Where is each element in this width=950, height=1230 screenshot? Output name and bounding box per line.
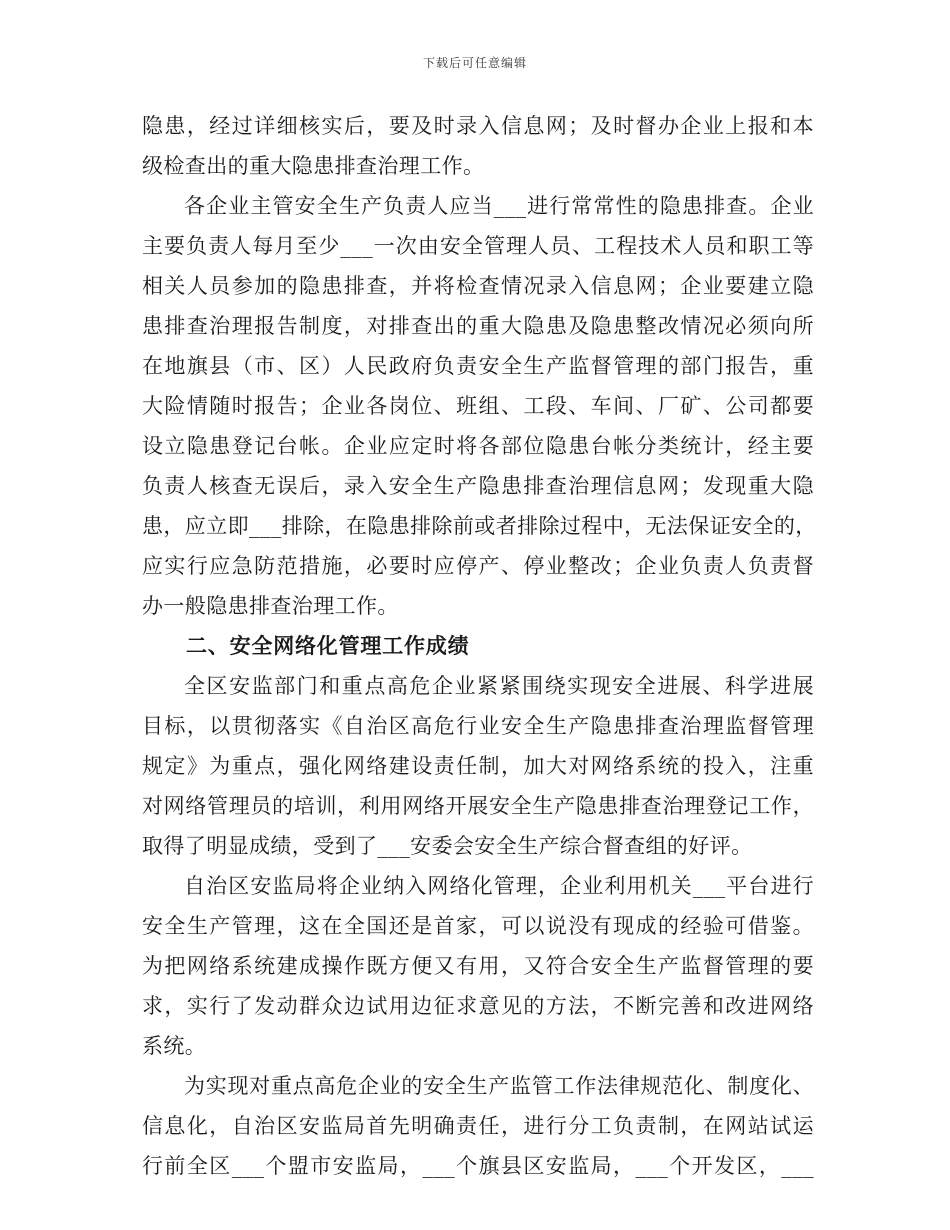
text-line: 患排查治理报告制度，对排查出的重大隐患及隐患整改情况必须向所 <box>142 314 814 338</box>
text-line: 自治区安监局将企业纳入网络化管理，企业利用机关___平台进行 <box>184 874 814 898</box>
text-line: 隐患，经过详细核实后，要及时录入信息网；及时督办企业上报和本 <box>142 114 814 138</box>
text-line: 全区安监部门和重点高危企业紧紧围绕实现安全进展、科学进展 <box>184 674 814 698</box>
text-line: 办一般隐患排查治理工作。 <box>142 594 399 618</box>
page-header: 下载后可任意编辑 <box>422 56 527 70</box>
text-line: 行前全区___个盟市安监局，___个旗县区安监局，___个开发区，___ <box>142 1154 814 1178</box>
text-line: 大险情随时报告；企业各岗位、班组、工段、车间、厂矿、公司都要 <box>142 394 814 418</box>
text-line: 各企业主管安全生产负责人应当___进行常常性的隐患排查。企业 <box>184 194 814 218</box>
text-line: 相关人员参加的隐患排查，并将检查情况录入信息网；企业要建立隐 <box>142 274 814 298</box>
text-line: 信息化，自治区安监局首先明确责任，进行分工负责制，在网站试运 <box>142 1114 814 1138</box>
text-line: 目标，以贯彻落实《自治区高危行业安全生产隐患排查治理监督管理 <box>142 714 814 738</box>
text-line: 对网络管理员的培训，利用网络开展安全生产隐患排查治理登记工作， <box>142 794 814 818</box>
section-heading: 二、安全网络化管理工作成绩 <box>186 633 470 658</box>
text-line: 为实现对重点高危企业的安全生产监管工作法律规范化、制度化、 <box>184 1074 814 1098</box>
text-line: 规定》为重点，强化网络建设责任制，加大对网络系统的投入，注重 <box>142 754 814 778</box>
text-line: 负责人核查无误后，录入安全生产隐患排查治理信息网；发现重大隐 <box>142 474 814 498</box>
text-line: 设立隐患登记台帐。企业应定时将各部位隐患台帐分类统计，经主要 <box>142 434 814 458</box>
text-line: 级检查出的重大隐患排查治理工作。 <box>142 154 485 178</box>
text-line: 安全生产管理，这在全国还是首家，可以说没有现成的经验可借鉴。 <box>142 914 814 938</box>
text-line: 主要负责人每月至少___一次由安全管理人员、工程技术人员和职工等 <box>142 234 814 258</box>
text-line: 患，应立即___排除，在隐患排除前或者排除过程中，无法保证安全的， <box>142 514 817 538</box>
text-line: 应实行应急防范措施，必要时应停产、停业整改；企业负责人负责督 <box>142 554 814 578</box>
text-line: 取得了明显成绩，受到了___安委会安全生产综合督查组的好评。 <box>142 834 753 858</box>
text-line: 在地旗县（市、区）人民政府负责安全生产监督管理的部门报告，重 <box>142 354 814 378</box>
text-line: 为把网络系统建成操作既方便又有用，又符合安全生产监督管理的要 <box>142 954 814 978</box>
text-line: 求，实行了发动群众边试用边征求意见的方法，不断完善和改进网络 <box>142 994 814 1018</box>
document-body <box>142 106 817 1186</box>
text-line: 系统。 <box>142 1034 207 1058</box>
